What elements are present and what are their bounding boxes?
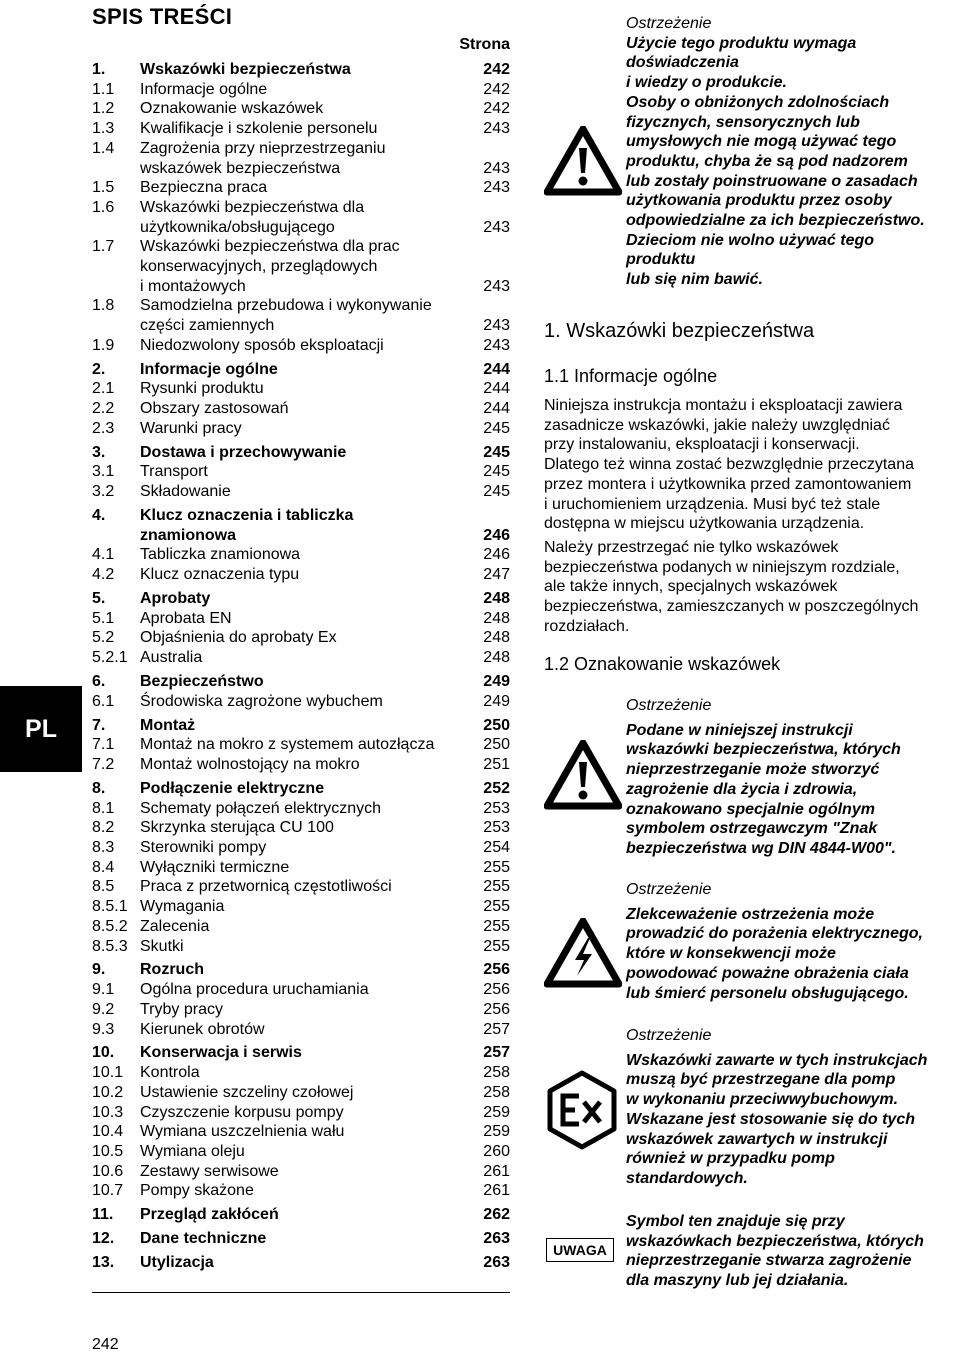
toc-entry-title: Objaśnienia do aprobaty Ex: [140, 629, 337, 647]
toc-entry: [92, 1162, 510, 1182]
toc-entry: [92, 545, 510, 565]
toc-entry-title: Konserwacja i serwis: [140, 1044, 302, 1062]
toc-entry: [92, 755, 510, 775]
toc-entry-title: Wskazówki bezpieczeństwa: [140, 61, 351, 78]
toc-entry-page: 260: [483, 1142, 510, 1160]
toc-entry-page: 245: [483, 443, 510, 461]
toc-entry: [92, 609, 510, 629]
toc-entry-page: 243: [483, 336, 510, 354]
toc-entry: [92, 818, 510, 838]
toc-entry-title: Podłączenie elektryczne: [140, 779, 325, 797]
toc-entry-page: 255: [483, 898, 510, 916]
toc-entry-title: Utylizacja: [140, 1254, 214, 1272]
section-heading: 1. Wskazówki bezpieczeństwa: [544, 320, 815, 342]
toc-entry-number: 3.2: [92, 483, 115, 501]
toc-entry-title: Wymiana uszczelnienia wału: [140, 1123, 345, 1141]
toc-entry-title: Wymiana oleju: [140, 1142, 245, 1160]
toc-entry-page: 249: [483, 673, 510, 691]
toc-entry: [92, 692, 510, 712]
toc-entry-number: 10.1: [92, 1064, 124, 1082]
notice-body: Symbol ten znajduje się przy wskazówkach bezpieczeństwa, których nieprzestrzeganie stwarza zagrożenie dla maszyny lub jej działania.: [626, 1213, 924, 1290]
toc-entry-page: 247: [483, 566, 510, 584]
toc-entry-title: Transport: [140, 463, 208, 481]
toc-entry-page: 254: [483, 839, 510, 857]
toc-entry-number: 7.2: [92, 756, 115, 774]
toc-entry-page: 257: [483, 1020, 510, 1038]
subsection-heading-1-2: 1.2 Oznakowanie wskazówek: [544, 654, 781, 674]
toc-entry-title: Sterowniki pompy: [140, 839, 267, 857]
warning-body: Wskazówki zawarte w tych instrukcjach muszą być przestrzegane dla pomp w wykonaniu przeciwwybuchowym. Wskazane jest stosowanie się do tych wskazówek zawartych w instrukcji również w przypadku pomp standardowych.: [626, 1051, 928, 1187]
toc-entry-page: 261: [483, 1182, 510, 1200]
toc-entry-number: 10.7: [92, 1182, 124, 1200]
toc-page-header: Strona: [459, 36, 510, 53]
toc-entry: [92, 1083, 510, 1103]
toc-entry-title: Wyłączniki termiczne: [140, 858, 290, 876]
toc-entry-number: 1.5: [92, 179, 115, 197]
toc-entry-number: 1.9: [92, 336, 115, 354]
toc-entry-number: 10.6: [92, 1162, 124, 1180]
toc-entry-page: 244: [483, 360, 510, 378]
toc-entry-number: 5.1: [92, 609, 115, 627]
toc-entry-page: 245: [483, 419, 510, 437]
toc-entry: [92, 1020, 510, 1040]
toc-entry-page: 244: [483, 380, 510, 398]
toc-chapter-entry: [92, 716, 510, 736]
toc-entry-number: 1.4: [92, 139, 115, 157]
toc-entry-number: 5.2: [92, 629, 115, 647]
toc-entry-page: 249: [483, 692, 510, 710]
toc-entry-page: 252: [483, 779, 510, 797]
toc-entry-page: 245: [483, 463, 510, 481]
toc-entry: [92, 419, 510, 439]
toc-entry-page: 250: [483, 736, 510, 754]
toc-entry: [92, 628, 510, 648]
toc-entry-title: Dostawa i przechowywanie: [140, 443, 347, 461]
toc-entry-title: Obszary zastosowań: [140, 400, 289, 418]
toc-entry-number: 12.: [92, 1230, 115, 1248]
toc-entry-number: 13.: [92, 1254, 115, 1272]
toc-entry-page: 262: [483, 1206, 510, 1224]
toc-entry-number: 8.5.3: [92, 937, 128, 955]
toc-entry-title: Klucz oznaczenia i tabliczka znamionowa: [140, 507, 354, 544]
toc-entry: [92, 482, 510, 502]
toc-entry-number: 8.5.1: [92, 898, 128, 916]
toc-entry-page: 242: [483, 100, 510, 118]
toc-entry-title: Samodzielna przebudowa i wykonywanie części zamiennych: [140, 297, 432, 335]
warning-body: Zlekceważenie ostrzeżenia może prowadzić do porażenia elektrycznego, które w konsekwencji może powodować poważne obrażenia ciała lub śmierć personelu obsługującego.: [626, 905, 923, 1002]
toc-title: SPIS TREŚCI: [92, 4, 233, 29]
toc-chapter-entry: [92, 443, 510, 463]
toc-entry-title: Aprobaty: [140, 590, 211, 608]
toc-entry-title: Dane techniczne: [140, 1230, 267, 1248]
warning-heading: Ostrzeżenie: [626, 15, 712, 32]
toc-entry-page: 243: [483, 317, 510, 335]
toc-entry-page: 256: [483, 961, 510, 979]
toc-divider: [92, 1292, 510, 1293]
toc-entry-page: 243: [483, 159, 510, 177]
toc-chapter-entry: [92, 672, 510, 692]
toc-entry-page: 244: [483, 400, 510, 418]
page-number: 242: [92, 1336, 119, 1353]
toc-chapter-entry: [92, 1043, 510, 1063]
toc-entry-page: 242: [483, 61, 510, 78]
toc-entry: [92, 1122, 510, 1142]
toc-entry-title: Oznakowanie wskazówek: [140, 100, 324, 118]
toc-entry-number: 5.2.1: [92, 649, 128, 667]
toc-entry-title: Ogólna procedura uruchamiania: [140, 981, 369, 999]
toc-entry-title: Montaż: [140, 716, 196, 734]
toc-entry-page: 261: [483, 1162, 510, 1180]
toc-entry-number: 2.1: [92, 380, 115, 398]
toc-entry-number: 9.2: [92, 1000, 115, 1018]
toc-entry-title: Pompy skażone: [140, 1182, 254, 1200]
toc-entry-title: Wskazówki bezpieczeństwa dla prac konserwacyjnych, przeglądowych i montażowych: [140, 238, 400, 295]
toc-entry-number: 9.3: [92, 1020, 115, 1038]
toc-entry-title: Kwalifikacje i szkolenie personelu: [140, 120, 378, 138]
warning-triangle-icon: [544, 740, 622, 810]
toc-entry-page: 245: [483, 483, 510, 501]
toc-entry-page: 251: [483, 756, 510, 774]
toc-entry-number: 10.: [92, 1044, 115, 1062]
toc-entry-title: Zestawy serwisowe: [140, 1162, 279, 1180]
toc-entry-number: 10.5: [92, 1142, 124, 1160]
electric-shock-icon: [544, 918, 622, 988]
toc-entry-title: Przegląd zakłóceń: [140, 1206, 279, 1224]
toc-entry-page: 253: [483, 819, 510, 837]
toc-entry-title: Informacje ogólne: [140, 80, 268, 98]
toc-entry-number: 2.: [92, 360, 106, 378]
toc-entry-number: 4.1: [92, 546, 115, 564]
toc-entry-number: 8.1: [92, 799, 115, 817]
toc-entry: [92, 937, 510, 957]
toc-entry-page: 263: [483, 1254, 510, 1272]
toc-entry-title: Praca z przetwornicą częstotliwości: [140, 878, 392, 896]
toc-entry-page: 243: [483, 277, 510, 295]
toc-entry-page: 258: [483, 1064, 510, 1082]
toc-entry-title: Wskazówki bezpieczeństwa dla użytkownika/obsługującego: [140, 198, 365, 236]
toc-entry-page: 246: [483, 546, 510, 564]
toc-entry-title: Skutki: [140, 937, 184, 955]
toc-entry: [92, 399, 510, 419]
toc-entry: [92, 237, 510, 296]
language-tab: PL: [0, 686, 82, 772]
toc-entry-page: 248: [483, 629, 510, 647]
toc-entry-number: 7.1: [92, 736, 115, 754]
toc-entry: [92, 1142, 510, 1162]
warning-heading: Ostrzeżenie: [626, 697, 712, 714]
toc-entry-number: 5.: [92, 590, 106, 608]
toc-entry-title: Składowanie: [140, 483, 231, 501]
toc-entry-page: 256: [483, 1000, 510, 1018]
toc-entry-number: 1.: [92, 61, 106, 78]
toc-entry-number: 10.4: [92, 1123, 124, 1141]
toc-entry: [92, 648, 510, 668]
toc-entry-page: 257: [483, 1044, 510, 1062]
toc-entry-title: Montaż na mokro z systemem autozłącza: [140, 736, 435, 754]
toc-entry-title: Tabliczka znamionowa: [140, 546, 301, 564]
toc-entry-title: Klucz oznaczenia typu: [140, 566, 300, 584]
toc-entry-number: 9.1: [92, 981, 115, 999]
toc-entry-title: Zagrożenia przy nieprzestrzeganiu wskazówek bezpieczeństwa: [140, 139, 386, 177]
toc-entry-number: 1.7: [92, 238, 115, 256]
toc-entry: [92, 462, 510, 482]
toc-entry-page: 248: [483, 609, 510, 627]
toc-entry-page: 255: [483, 917, 510, 935]
toc-entry: [92, 1063, 510, 1083]
toc-entry-page: 253: [483, 799, 510, 817]
toc-entry-title: Ustawienie szczeliny czołowej: [140, 1083, 354, 1101]
toc-entry-title: Bezpieczeństwo: [140, 673, 264, 691]
toc-entry-page: 255: [483, 878, 510, 896]
toc-entry-page: 243: [483, 179, 510, 197]
toc-entry: [92, 917, 510, 937]
toc-entry-page: 258: [483, 1083, 510, 1101]
toc-entry: [92, 799, 510, 819]
toc-entry-number: 1.6: [92, 198, 115, 216]
toc-entry-page: 243: [483, 218, 510, 236]
toc-entry: [92, 80, 510, 100]
toc-entry-number: 6.1: [92, 692, 115, 710]
toc-entry-page: 259: [483, 1103, 510, 1121]
toc-entry-title: Australia: [140, 649, 203, 667]
toc-entry-page: 263: [483, 1230, 510, 1248]
toc-chapter-entry: [92, 506, 510, 545]
toc-entry-title: Tryby pracy: [140, 1000, 223, 1018]
toc-entry-page: 250: [483, 716, 510, 734]
toc-entry-title: Niedozwolony sposób eksploatacji: [140, 336, 384, 354]
toc-entry-title: Warunki pracy: [140, 419, 242, 437]
toc-entry-title: Czyszczenie korpusu pompy: [140, 1103, 344, 1121]
toc-entry-number: 8.2: [92, 819, 115, 837]
toc-entry-page: 248: [483, 649, 510, 667]
toc-entry-title: Zalecenia: [140, 917, 210, 935]
toc-entry-number: 1.8: [92, 297, 115, 315]
toc-entry-title: Informacje ogólne: [140, 360, 278, 378]
toc-entry-page: 255: [483, 937, 510, 955]
toc-chapter-entry: [92, 960, 510, 980]
toc-entry-page: 259: [483, 1123, 510, 1141]
toc-entry-number: 8.5: [92, 878, 115, 896]
toc-entry-number: 8.5.2: [92, 917, 128, 935]
toc-entry-number: 2.3: [92, 419, 115, 437]
toc-entry-number: 1.3: [92, 120, 115, 138]
warning-triangle-icon: [544, 126, 622, 196]
toc-entry-title: Rozruch: [140, 961, 204, 979]
toc-entry-number: 1.1: [92, 80, 115, 98]
toc-entry: [92, 296, 510, 335]
paragraph-general-1: Niniejsza instrukcja montażu i eksploatacji zawiera zasadnicze wskazówki, jakie należy uwzględniać przy instalowaniu, eksploatacji i konserwacji. Dlatego też winna zostać bezwzględnie przeczytana przez montera i użytkownika przed zamontowaniem i uruchomieniem urządzenia. Musi być też stale dostępna w miejscu użytkowania urządzenia.: [544, 397, 914, 533]
toc-entry-title: Kierunek obrotów: [140, 1020, 265, 1038]
toc-entry: [92, 379, 510, 399]
toc-entry-number: 7.: [92, 716, 106, 734]
toc-entry-number: 10.3: [92, 1103, 124, 1121]
toc-entry-number: 11.: [92, 1206, 114, 1224]
toc-entry: [92, 178, 510, 198]
toc-chapter-entry: [92, 589, 510, 609]
toc-entry-page: 255: [483, 858, 510, 876]
toc-entry: [92, 1000, 510, 1020]
toc-entry-title: Skrzynka sterująca CU 100: [140, 819, 334, 837]
toc-entry-title: Montaż wolnostojący na mokro: [140, 756, 360, 774]
toc-entry-number: 3.: [92, 443, 106, 461]
toc-entry-number: 2.2: [92, 400, 115, 418]
toc-entry: [92, 139, 510, 178]
toc-entry: [92, 1181, 510, 1201]
toc-entry-page: 246: [483, 526, 510, 544]
toc-list: [92, 60, 510, 1273]
toc-entry: [92, 838, 510, 858]
toc-entry-number: 1.2: [92, 100, 115, 118]
subsection-heading-1-1: 1.1 Informacje ogólne: [544, 366, 718, 386]
toc-chapter-entry: [92, 60, 510, 80]
toc-entry-title: Wymagania: [140, 898, 225, 916]
toc-entry-number: 4.2: [92, 566, 115, 584]
toc-entry: [92, 119, 510, 139]
toc-entry-page: 248: [483, 590, 510, 608]
toc-chapter-entry: [92, 1253, 510, 1273]
toc-entry: [92, 897, 510, 917]
toc-entry: [92, 980, 510, 1000]
toc-entry-title: Środowiska zagrożone wybuchem: [140, 692, 383, 710]
toc-entry-number: 3.1: [92, 463, 115, 481]
toc-entry-number: 4.: [92, 507, 106, 525]
toc-entry-number: 9.: [92, 961, 106, 979]
toc-entry-number: 8.4: [92, 858, 115, 876]
toc-chapter-entry: [92, 1229, 510, 1249]
toc-entry-title: Rysunki produktu: [140, 380, 264, 398]
paragraph-general-2: Należy przestrzegać nie tylko wskazówek bezpieczeństwa podanych w niniejszym rozdziale, ale także innych, specjalnych wskazówek bezpieczeństwa, zamieszczanych w poszczególnych rozdziałach.: [544, 539, 919, 635]
toc-entry-number: 8.: [92, 779, 106, 797]
uwaga-badge: UWAGA: [546, 1238, 614, 1262]
warning-heading: Ostrzeżenie: [626, 1027, 712, 1044]
toc-entry-number: 8.3: [92, 839, 115, 857]
toc-entry-page: 243: [483, 120, 510, 138]
toc-entry-title: Schematy połączeń elektrycznych: [140, 799, 381, 817]
toc-entry-number: 6.: [92, 673, 106, 691]
ex-explosion-icon: [546, 1070, 618, 1150]
toc-entry-title: Kontrola: [140, 1064, 200, 1082]
toc-entry-title: Aprobata EN: [140, 609, 232, 627]
toc-entry: [92, 565, 510, 585]
toc-entry-title: Bezpieczna praca: [140, 179, 268, 197]
toc-entry: [92, 858, 510, 878]
toc-entry-page: 256: [483, 981, 510, 999]
warning-body: Użycie tego produktu wymaga doświadczenia i wiedzy o produkcie. Osoby o obniżonych zdolnościach fizycznych, sensorycznych lub umysłowych nie mogą używać tego produktu, chyba że są pod nadzorem lub zostały poinstruowane o zasadach użytkowania produktu przez osoby odpowiedzialne za ich bezpieczeństwo. Dzieciom nie wolno używać tego produktu lub się nim bawić.: [626, 34, 925, 289]
toc-entry-number: 10.2: [92, 1083, 124, 1101]
warning-body: Podane w niniejszej instrukcji wskazówki bezpieczeństwa, których nieprzestrzeganie może stworzyć zagrożenie dla życia i zdrowia, oznakowano specjalnie ogólnym symbolem ostrzegawczym "Znak bezpieczeństwa wg DIN 4844-W00".: [626, 721, 901, 857]
toc-chapter-entry: [92, 1205, 510, 1225]
warning-heading: Ostrzeżenie: [626, 881, 712, 898]
toc-chapter-entry: [92, 779, 510, 799]
toc-entry: [92, 877, 510, 897]
toc-entry: [92, 336, 510, 356]
toc-entry-page: 242: [483, 80, 510, 98]
toc-entry: [92, 1103, 510, 1123]
toc-chapter-entry: [92, 360, 510, 380]
toc-entry: [92, 198, 510, 237]
toc-entry: [92, 99, 510, 119]
toc-entry: [92, 735, 510, 755]
